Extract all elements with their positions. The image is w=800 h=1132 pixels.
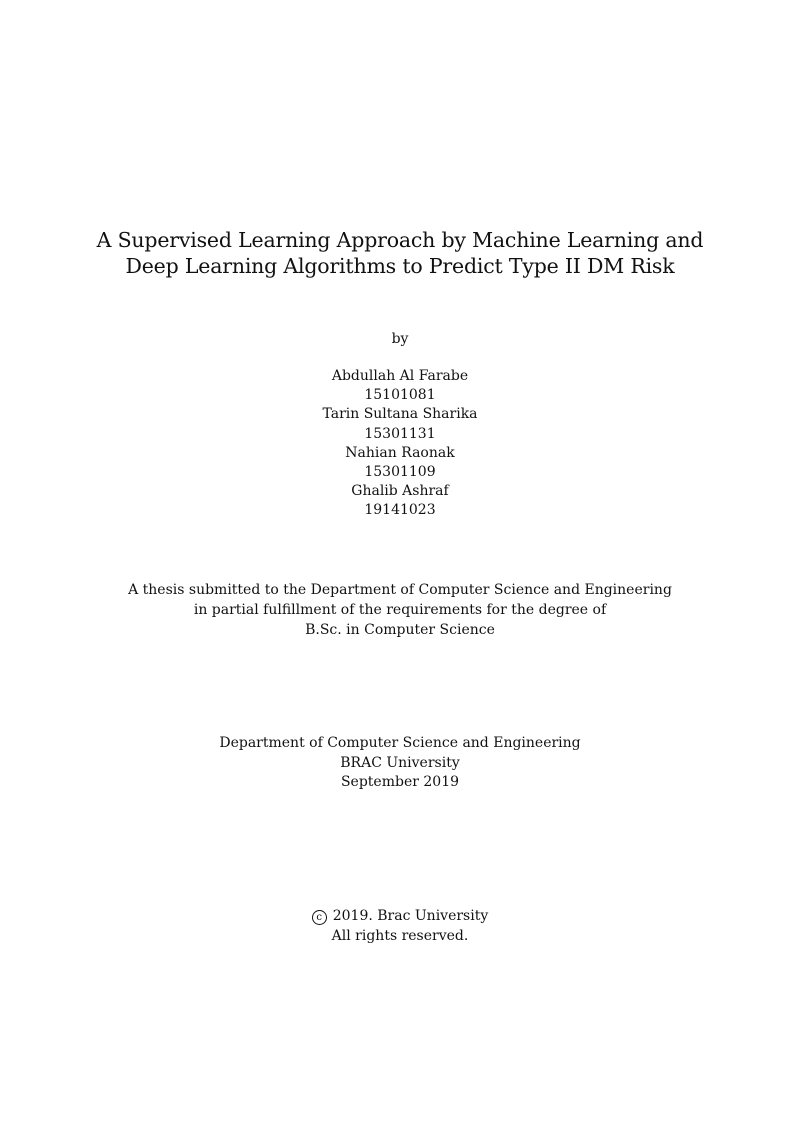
thesis-title bbox=[0, 227, 800, 279]
thesis-statement-line-1: A thesis submitted to the Department of Computer Science and Engineering bbox=[128, 582, 672, 598]
rights-reserved: All rights reserved. bbox=[331, 928, 469, 944]
copyright-icon: c bbox=[312, 910, 327, 925]
author-id: 15301131 bbox=[364, 425, 436, 442]
author-id: 15101081 bbox=[364, 387, 436, 404]
department-name: Department of Computer Science and Engineering bbox=[219, 735, 581, 751]
by-label bbox=[0, 329, 800, 349]
university-name: BRAC University bbox=[340, 754, 460, 771]
thesis-statement-line-2: in partial fulfillment of the requirements for the degree of bbox=[193, 602, 607, 618]
by-text: by bbox=[391, 331, 409, 347]
submission-date: September 2019 bbox=[340, 774, 460, 790]
degree-name: B.Sc. in Computer Science bbox=[305, 622, 495, 638]
title-line-1: A Supervised Learning Approach by Machine Learning and bbox=[96, 228, 704, 252]
author-name: Tarin Sultana Sharika bbox=[322, 406, 478, 423]
author-id: 15301109 bbox=[364, 464, 436, 481]
title-line-2: Deep Learning Algorithms to Predict Type II DM Risk bbox=[125, 254, 675, 278]
affiliation bbox=[0, 734, 800, 793]
author-id: 19141023 bbox=[364, 502, 436, 519]
author-name: Ghalib Ashraf bbox=[351, 483, 449, 500]
author-list bbox=[0, 367, 800, 521]
thesis-statement bbox=[0, 580, 800, 640]
copyright-notice bbox=[0, 906, 800, 946]
copyright-line bbox=[0, 906, 800, 926]
author-name: Abdullah Al Farabe bbox=[331, 368, 469, 384]
author-name: Nahian Raonak bbox=[345, 444, 455, 461]
copyright-text: 2019. Brac University bbox=[332, 908, 489, 924]
